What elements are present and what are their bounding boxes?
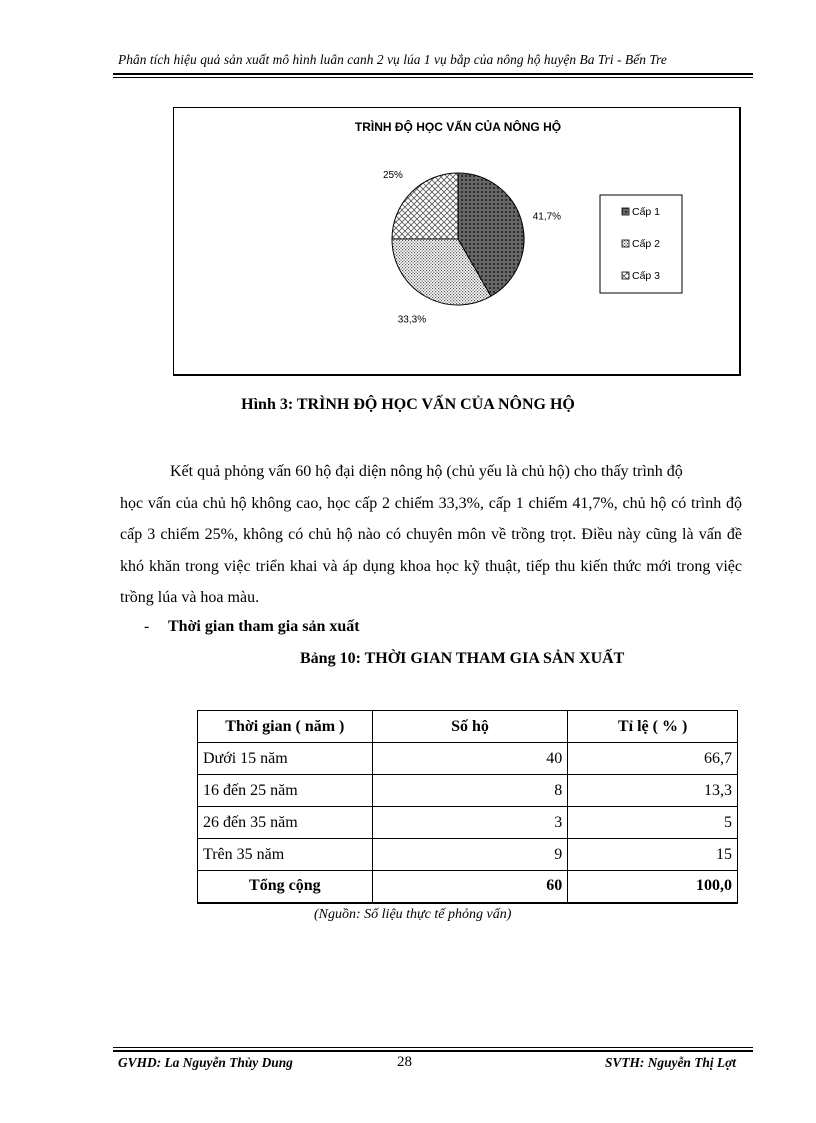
legend-label: Cấp 1 — [632, 206, 661, 218]
table-row — [198, 743, 738, 775]
table-header-cell: Tỉ lệ ( % ) — [568, 711, 738, 743]
legend-swatch — [622, 208, 629, 215]
pie-data-label: 41,7% — [532, 211, 562, 223]
bullet-text: Thời gian tham gia sản xuất — [168, 618, 360, 635]
body-paragraph — [120, 456, 742, 614]
pie-chart — [174, 108, 742, 377]
running-header: Phân tích hiệu quả sản xuất mô hình luân canh 2 vụ lúa 1 vụ bắp của nông hộ huyện Ba Tri - Bến Tre — [118, 52, 667, 67]
legend-label: Cấp 3 — [632, 270, 661, 282]
paragraph-rest: học vấn của chủ hộ không cao, học cấp 2 chiếm 33,3%, cấp 1 chiếm 41,7%, chủ hộ có trình độ cấp 3 chiếm 25%, không có chủ hộ nào có chuyên môn về trồng trọt. Điều này cũng là vấn đề khó khăn trong việc triển khai và áp dụng khoa học kỹ thuật, tiếp thu kiến thức mới trong việc trồng lúa và hoa màu. — [120, 494, 742, 607]
footer-student: SVTH: Nguyễn Thị Lợt — [604, 1055, 736, 1070]
figure-caption: Hình 3: TRÌNH ĐỘ HỌC VẤN CỦA NÔNG HỘ — [241, 396, 575, 413]
header-rule-thin — [113, 77, 753, 78]
table-cell: 16 đến 25 năm — [198, 775, 373, 807]
legend-swatch — [622, 240, 629, 247]
pie-data-label: 25% — [382, 169, 403, 181]
pie-chart-frame — [173, 107, 741, 376]
pie-slice — [392, 173, 458, 239]
chart-title: TRÌNH ĐỘ HỌC VẤN CỦA NÔNG HỘ — [354, 120, 562, 134]
pie-slices — [392, 173, 524, 305]
footer-rule — [113, 1050, 753, 1052]
legend-label: Cấp 2 — [632, 238, 661, 250]
table-row — [198, 807, 738, 839]
table-cell: 66,7 — [568, 743, 738, 775]
page-number: 28 — [397, 1054, 412, 1070]
table-cell: 40 — [372, 743, 568, 775]
table-total-count: 60 — [372, 871, 568, 903]
table-cell: 9 — [372, 839, 568, 871]
footer-rule-thin — [113, 1047, 753, 1048]
table-row — [198, 775, 738, 807]
table-total-label: Tổng cộng — [198, 871, 373, 903]
table-cell: 3 — [372, 807, 568, 839]
table-cell: 13,3 — [568, 775, 738, 807]
table-title: Bảng 10: THỜI GIAN THAM GIA SẢN XUẤT — [300, 650, 625, 667]
table-cell: Trên 35 năm — [198, 839, 373, 871]
data-table — [197, 710, 738, 904]
table-total-row — [198, 871, 738, 903]
table-header-cell: Thời gian ( năm ) — [198, 711, 373, 743]
legend-swatch — [622, 272, 629, 279]
table-header-row — [198, 711, 738, 743]
table-cell: Dưới 15 năm — [198, 743, 373, 775]
table-source: (Nguồn: Số liệu thực tế phỏng vấn) — [314, 907, 512, 922]
table-cell: 8 — [372, 775, 568, 807]
table-cell: 15 — [568, 839, 738, 871]
table-cell: 26 đến 35 năm — [198, 807, 373, 839]
paragraph-first-line: Kết quả phỏng vấn 60 hộ đại diện nông hộ (chủ yếu là chủ hộ) cho thấy trình độ — [170, 463, 683, 480]
header-rule — [113, 73, 753, 75]
table-cell: 5 — [568, 807, 738, 839]
footer-advisor: GVHD: La Nguyễn Thùy Dung — [118, 1055, 293, 1070]
section-bullet — [144, 618, 360, 636]
table-row — [198, 839, 738, 871]
bullet-dash: - — [144, 618, 150, 635]
table-total-percent: 100,0 — [568, 871, 738, 903]
table-header-cell: Số hộ — [372, 711, 568, 743]
pie-data-label: 33,3% — [397, 314, 427, 326]
